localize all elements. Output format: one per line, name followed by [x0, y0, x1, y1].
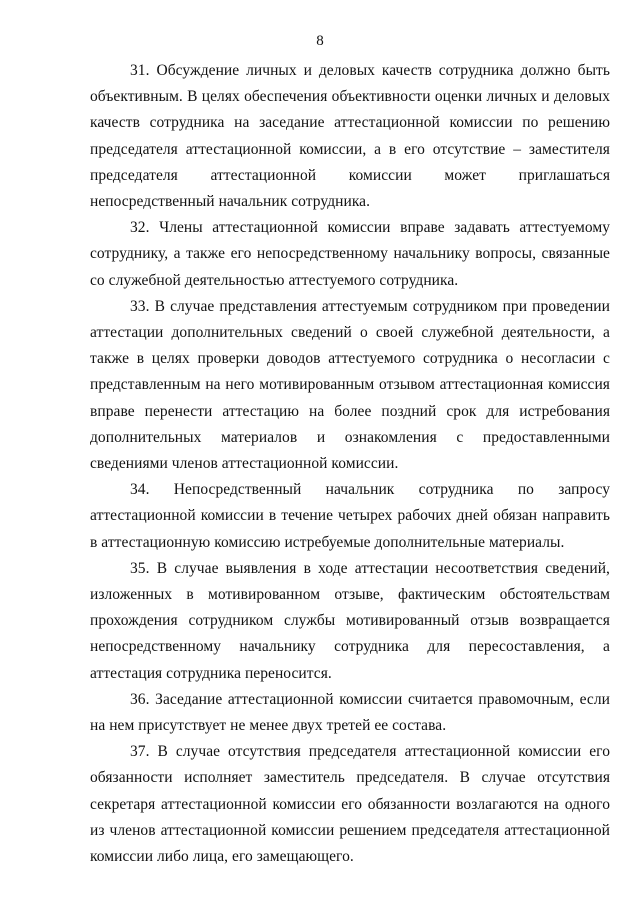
- paragraph-32: 32. Члены аттестационной комиссии вправе задавать аттестуемому сотруднику, а также его непосредственному начальнику вопросы, связанные со служебной деятельностью аттестуемого сотрудника.: [90, 219, 610, 289]
- paragraph-36: 36. Заседание аттестационной комиссии считается правомочным, если на нем присутствует не менее двух третей ее состава.: [90, 690, 610, 735]
- paragraph-34: 34. Непосредственный начальник сотрудника по запросу аттестационной комиссии в течение четырех рабочих дней обязан направить в аттестационную комиссию истребуемые дополнительные материалы.: [90, 481, 610, 551]
- paragraph-31: 31. Обсуждение личных и деловых качеств сотрудника должно быть объективным. В целях обеспечения объективности оценки личных и деловых качеств сотрудника на заседание аттестационной комиссии по решению председателя аттестационной комиссии, а в его отсутствие – заместителя председателя аттестационной комиссии может приглашаться непосредственный начальник сотрудника.: [90, 62, 610, 211]
- paragraph-37: 37. В случае отсутствия председателя аттестационной комиссии его обязанности исполняет заместитель председателя. В случае отсутствия секретаря аттестационной комиссии его обязанности возлагаются на одного из членов аттестационной комиссии решением председателя аттестационной комиссии либо лица, его замещающего.: [90, 743, 610, 866]
- paragraph-33: 33. В случае представления аттестуемым сотрудником при проведении аттестации дополнительных сведений о своей служебной деятельности, а также в целях проверки доводов аттестуемого сотрудника о несогласии с представленным на него мотивированным отзывом аттестационная комиссия вправе перенести аттестацию на более поздний срок для истребования дополнительных материалов и ознакомления с предоставленными сведениями членов аттестационной комиссии.: [90, 297, 610, 473]
- paragraph-35: 35. В случае выявления в ходе аттестации несоответствия сведений, изложенных в мотивированном отзыве, фактическим обстоятельствам прохождения сотрудником службы мотивированный отзыв возвращается непосредственному начальнику сотрудника для пересоставления, а аттестация сотрудника переносится.: [90, 559, 610, 682]
- page-number: 8: [316, 33, 324, 49]
- document-body: [90, 58, 610, 870]
